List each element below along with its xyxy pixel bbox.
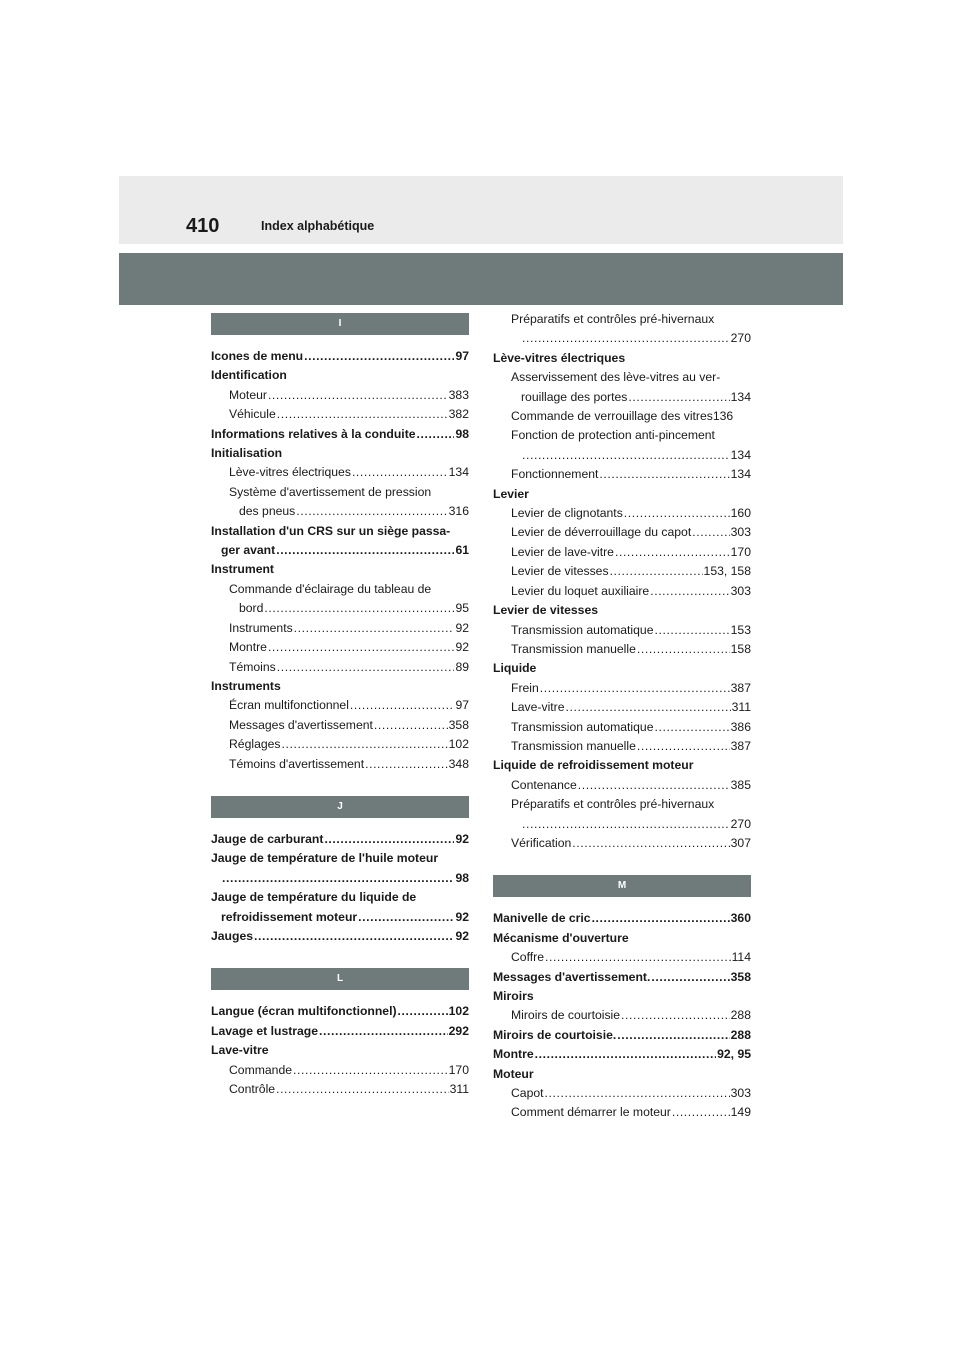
index-entry[interactable]: Messages d'avertissement. ..... 358	[493, 968, 751, 987]
index-heading: Liquide	[493, 661, 537, 676]
index-heading: Installation d'un CRS sur un siège passa-	[211, 523, 451, 538]
index-subentry[interactable]: Levier du loquet auxiliaire ..... 303	[493, 582, 751, 601]
index-subentry-text: Asservissement des lève-vitres au ver-	[511, 370, 721, 385]
index-subentry[interactable]: Instruments ..... 92	[211, 619, 469, 638]
index-subentry[interactable]: ..... 270	[493, 329, 751, 348]
index-subentry[interactable]: Montre ..... 92	[211, 638, 469, 657]
index-subentry[interactable]: Levier de vitesses ..... 153, 158	[493, 562, 751, 581]
index-subentry[interactable]: rouillage des portes ..... 134	[493, 388, 751, 407]
index-subentry[interactable]: Contenance ..... 385	[493, 776, 751, 795]
index-heading: Initialisation	[211, 446, 283, 461]
index-subentry[interactable]: Fonctionnement ..... 134	[493, 465, 751, 484]
index-subentry[interactable]: Frein ..... 387	[493, 679, 751, 698]
index-entry[interactable]: ger avant ..... 61	[211, 541, 469, 560]
index-entry[interactable]: Informations relatives à la conduite ..... 98	[211, 425, 469, 444]
index-heading: Jauge de température du liquide de	[211, 890, 417, 905]
section-header-j: J	[211, 796, 469, 818]
index-subentry-text: Système d'avertissement de pression	[229, 484, 432, 499]
index-entry[interactable]: Jauge de carburant ..... 92	[211, 830, 469, 849]
index-subentry[interactable]: Commande de verrouillage des vitres136	[511, 409, 734, 424]
index-subentry[interactable]: Lave-vitre ..... 311	[493, 698, 751, 717]
index-subentry[interactable]: Transmission manuelle ..... 387	[493, 737, 751, 756]
index-subentry[interactable]: Coffre ..... 114	[493, 948, 751, 967]
index-subentry[interactable]: Réglages ..... 102	[211, 735, 469, 754]
index-subentry-text: Préparatifs et contrôles pré-hivernaux	[511, 797, 715, 812]
index-column-left	[211, 313, 469, 1099]
index-entry[interactable]: Miroirs de courtoisie. ..... 288	[493, 1026, 751, 1045]
section-header-l: L	[211, 968, 469, 990]
index-column-right	[493, 310, 751, 1123]
index-entry[interactable]: Manivelle de cric ..... 360	[493, 909, 751, 928]
index-subentry[interactable]: Vérification ..... 307	[493, 834, 751, 853]
page-number: 410	[186, 215, 220, 237]
index-entry[interactable]: ..... 98	[211, 869, 469, 888]
index-subentry[interactable]: ..... 270	[493, 815, 751, 834]
index-subentry-text: Commande d'éclairage du tableau de	[229, 581, 432, 596]
index-entry[interactable]: Jauges ..... 92	[211, 927, 469, 946]
index-subentry-text: Fonction de protection anti-pincement	[511, 428, 715, 443]
index-entry[interactable]: Langue (écran multifonctionnel) ..... 102	[211, 1002, 469, 1021]
index-subentry[interactable]: Messages d'avertissement ..... 358	[211, 716, 469, 735]
section-header-m: M	[493, 875, 751, 897]
index-subentry[interactable]: Transmission manuelle ..... 158	[493, 640, 751, 659]
index-heading: Mécanisme d'ouverture	[493, 930, 629, 945]
index-subentry[interactable]: Témoins d'avertissement ..... 348	[211, 755, 469, 774]
index-subentry[interactable]: bord ..... 95	[211, 599, 469, 618]
index-subentry[interactable]: Lève-vitres électriques ..... 134	[211, 463, 469, 482]
index-subentry[interactable]: Capot ..... 303	[493, 1084, 751, 1103]
index-heading: Identification	[211, 368, 287, 383]
index-subentry[interactable]: Moteur ..... 383	[211, 386, 469, 405]
index-heading: Levier	[493, 486, 529, 501]
index-subentry[interactable]: Transmission automatique ..... 153	[493, 621, 751, 640]
index-heading: Instrument	[211, 562, 274, 577]
index-heading: Jauge de température de l'huile moteur	[211, 851, 439, 866]
section-header-i: I	[211, 313, 469, 335]
index-subentry[interactable]: Transmission automatique ..... 386	[493, 718, 751, 737]
index-subentry[interactable]: Comment démarrer le moteur ..... 149	[493, 1103, 751, 1122]
index-heading: Lève-vitres électriques	[493, 350, 626, 365]
index-subentry[interactable]: Véhicule ..... 382	[211, 405, 469, 424]
index-subentry[interactable]: Commande ..... 170	[211, 1061, 469, 1080]
index-entry[interactable]: Lavage et lustrage ..... 292	[211, 1022, 469, 1041]
header-bar	[119, 176, 843, 244]
index-subentry[interactable]: des pneus ..... 316	[211, 502, 469, 521]
index-heading: Moteur	[493, 1066, 534, 1081]
index-heading: Levier de vitesses	[493, 603, 599, 618]
index-subentry-text: Préparatifs et contrôles pré-hivernaux	[511, 312, 715, 326]
index-subentry[interactable]: Témoins ..... 89	[211, 658, 469, 677]
index-subentry[interactable]: Contrôle ..... 311	[211, 1080, 469, 1099]
index-heading: Lave-vitre	[211, 1043, 269, 1058]
page-title: Index alphabétique	[261, 219, 375, 233]
index-subentry[interactable]: Levier de déverrouillage du capot ..... 303	[493, 523, 751, 542]
index-heading: Miroirs	[493, 989, 534, 1003]
index-entry[interactable]: Icones de menu ..... 97	[211, 347, 469, 366]
index-entry[interactable]: Montre ..... 92, 95	[493, 1045, 751, 1064]
index-subentry[interactable]: Levier de lave-vitre ..... 170	[493, 543, 751, 562]
index-heading: Instruments	[211, 678, 281, 693]
index-subentry[interactable]: Levier de clignotants ..... 160	[493, 504, 751, 523]
index-subentry[interactable]: Écran multifonctionnel ..... 97	[211, 696, 469, 715]
header-band	[119, 253, 843, 305]
index-subentry[interactable]: Miroirs de courtoisie ..... 288	[493, 1006, 751, 1025]
index-subentry[interactable]: ..... 134	[493, 446, 751, 465]
index-heading: Liquide de refroidissement moteur	[493, 758, 694, 773]
index-entry[interactable]: refroidissement moteur ..... 92	[211, 908, 469, 927]
